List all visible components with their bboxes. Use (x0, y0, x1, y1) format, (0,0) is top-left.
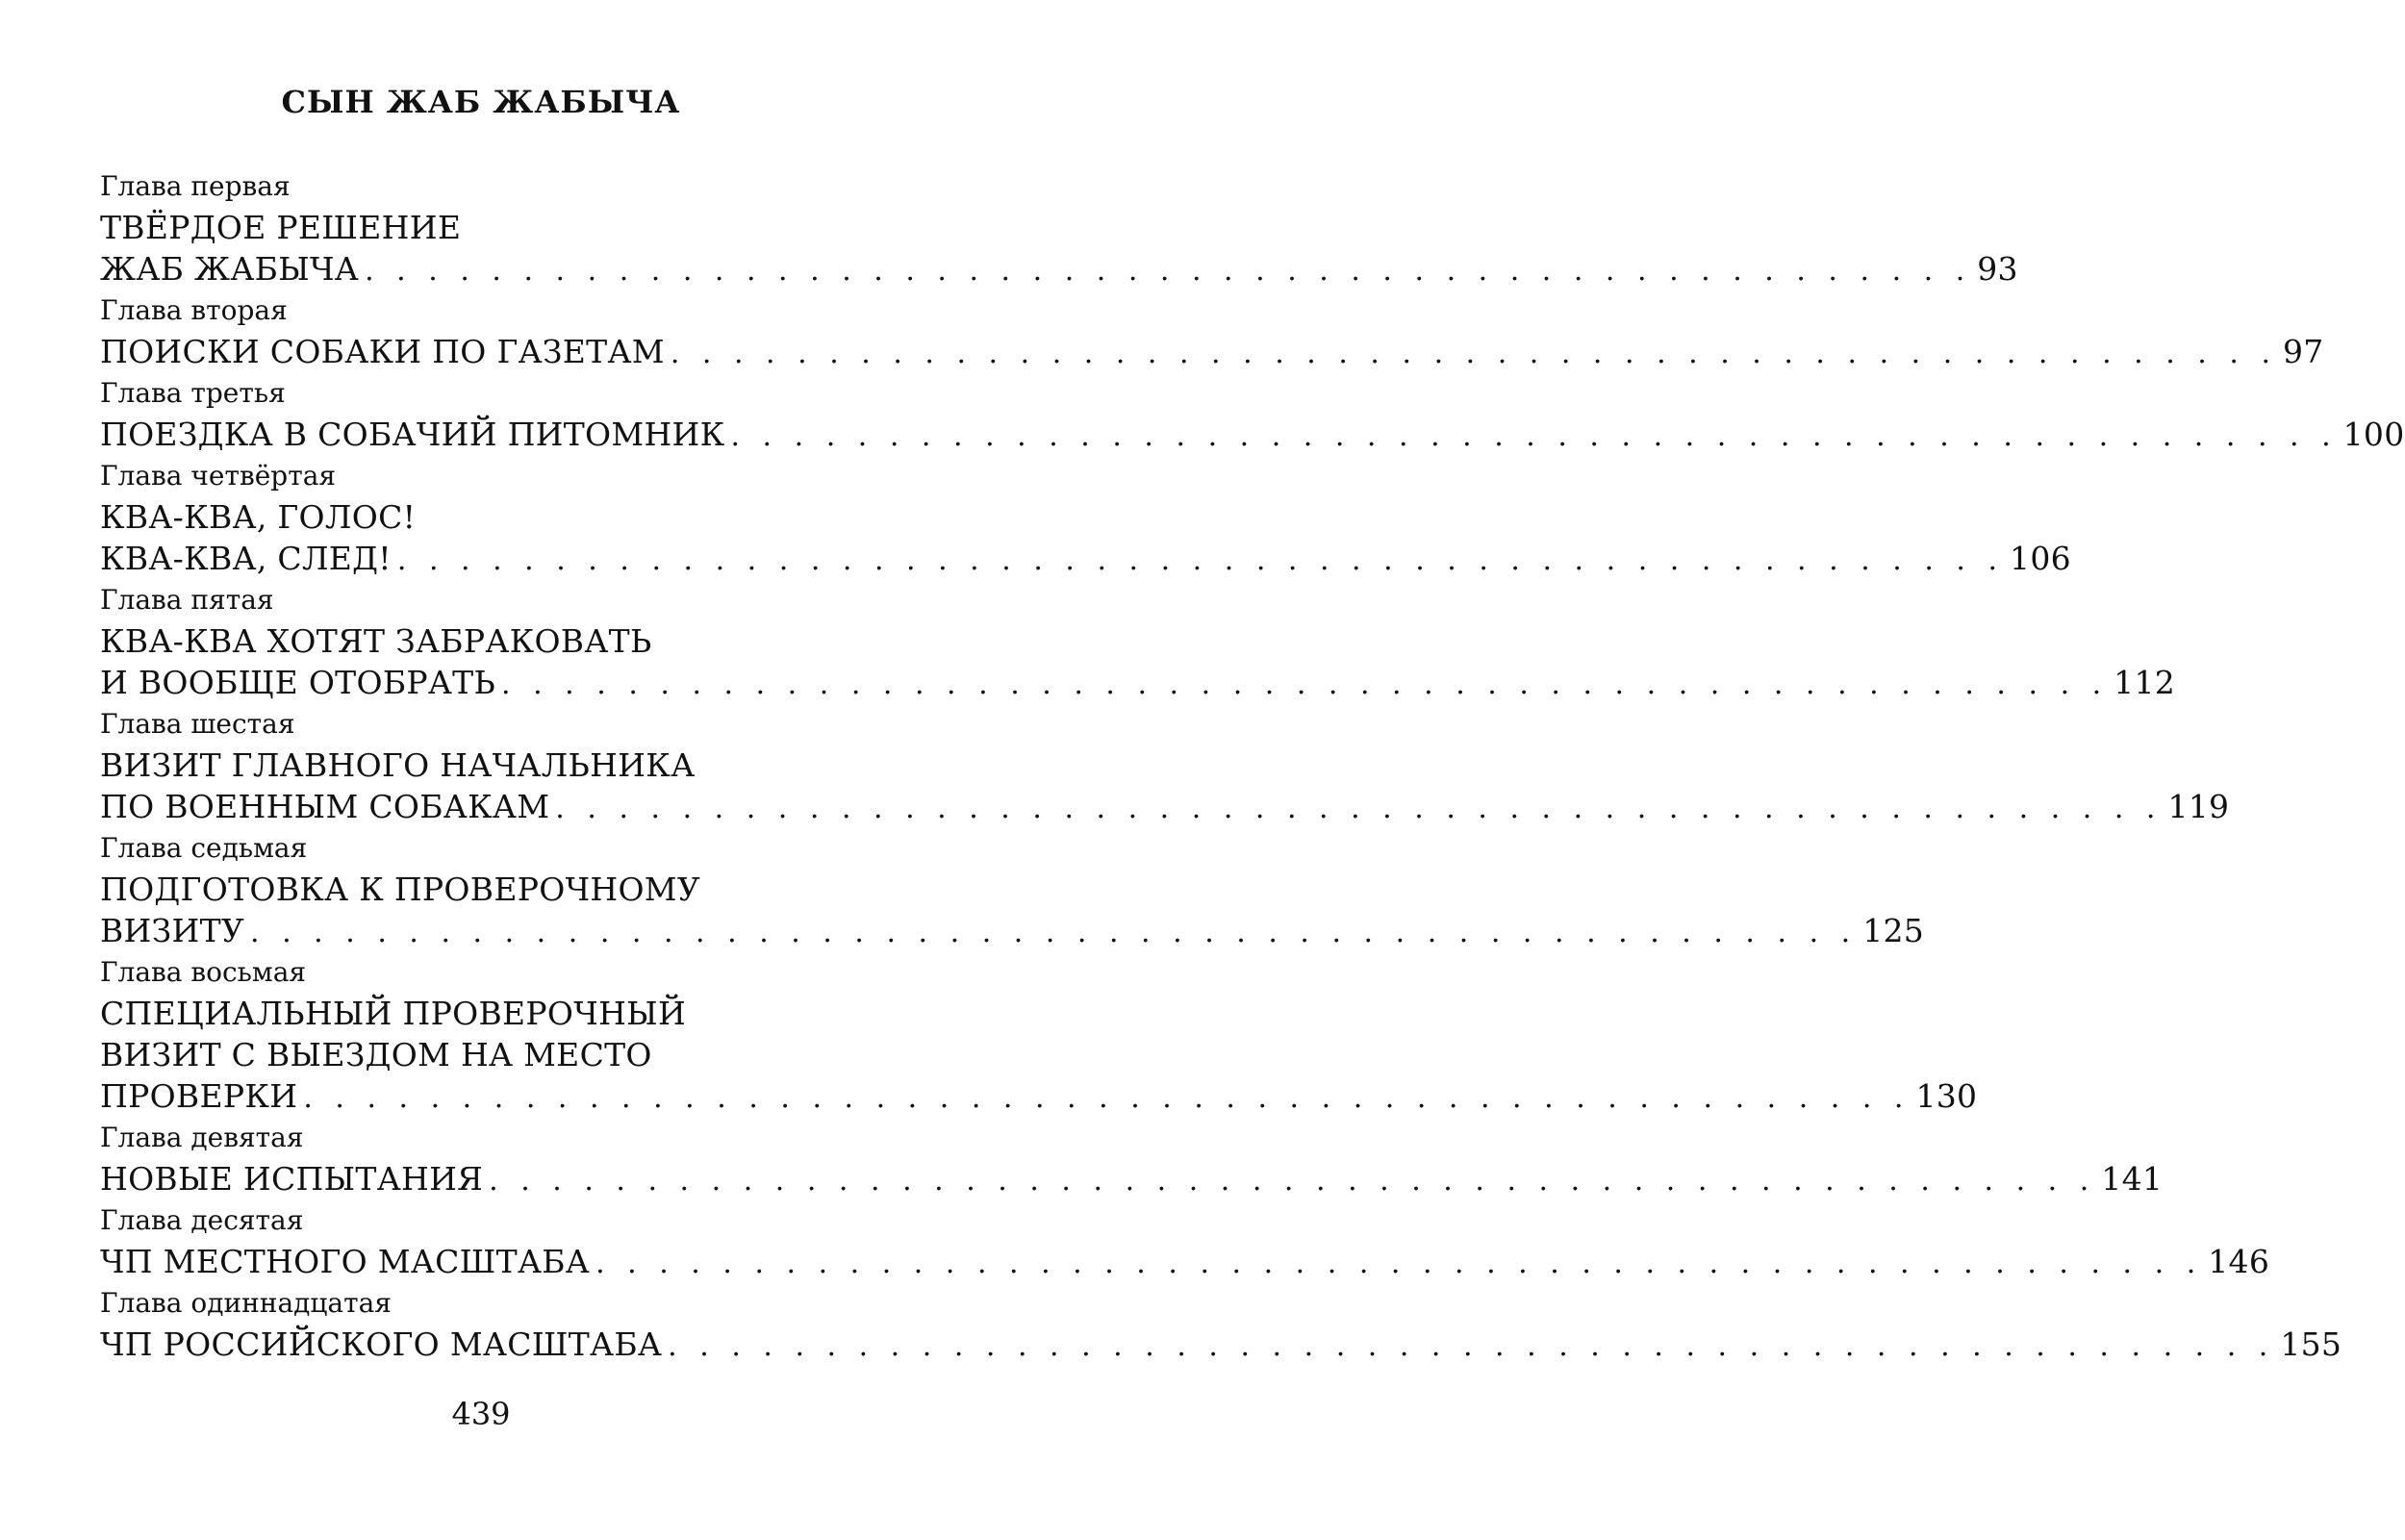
toc-entry (100, 372, 2405, 455)
dot-leader: . . . . . . . . . . . . . . . . . . . . . . . . . . . . . . . . . . . . . . . . . . . . . . . . . . . (365, 254, 1972, 288)
chapter-label: Глава четвёртая (100, 460, 337, 492)
chapter-label: Глава вторая (100, 294, 288, 326)
chapter-title-line: ВИЗИТ С ВЫЕЗДОМ НА МЕСТО (100, 1036, 652, 1073)
toc-entry (100, 951, 1978, 1117)
toc-entry (100, 290, 2324, 372)
chapter-title-text: ВИЗИТУ (100, 912, 245, 949)
chapter-page-number: 100 (2342, 416, 2405, 453)
chapter-page-number: 155 (2280, 1325, 2342, 1363)
chapter-title-final-line (100, 1158, 2164, 1199)
dot-leader: . . . . . . . . . . . . . . . . . . . . . . . . . . . . . . . . . . . . . . . . . . . . . . . . . . . (396, 543, 2005, 577)
dot-leader: . . . . . . . . . . . . . . . . . . . . . . . . . . . . . . . . . . . . . . . . . . . . . . . . . . . (250, 916, 1858, 949)
chapter-title-final-line (100, 910, 1925, 951)
chapter-title-line: ТВЁРДОЕ РЕШЕНИЕ (100, 209, 462, 246)
chapter-page-number: 119 (2167, 788, 2230, 825)
chapter-page-number: 106 (2010, 540, 2071, 577)
dot-leader: . . . . . . . . . . . . . . . . . . . . . . . . . . . . . . . . . . . . . . . . . . . . . . . . . . . (595, 1247, 2203, 1280)
chapter-title-line: КВА-КВА, ГОЛОС! (100, 498, 417, 536)
book-title: СЫН ЖАБ ЖАБЫЧА (281, 84, 681, 120)
chapter-title-final-line (100, 662, 2176, 703)
chapter-title-line: ПОДГОТОВКА К ПРОВЕРОЧНОМУ (100, 871, 701, 908)
chapter-title-final-line (100, 414, 2405, 455)
chapter-page-number: 97 (2282, 333, 2324, 370)
chapter-label: Глава восьмая (100, 956, 307, 988)
chapter-label: Глава шестая (100, 708, 295, 740)
toc-entry (100, 827, 1925, 951)
chapter-label: Глава седьмая (100, 832, 308, 864)
toc-entry (100, 1282, 2342, 1365)
dot-leader: . . . . . . . . . . . . . . . . . . . . . . . . . . . . . . . . . . . . . . . . . . . . . . . . . . . (303, 1081, 1911, 1115)
dot-leader: . . . . . . . . . . . . . . . . . . . . . . . . . . . . . . . . . . . . . . . . . . . . . . . . . . . (668, 1329, 2275, 1363)
chapter-title-text: ЧП РОССИЙСКОГО МАСШТАБА (100, 1325, 663, 1363)
chapter-title-text: ПО ВОЕННЫМ СОБАКАМ (100, 788, 550, 825)
chapter-label: Глава третья (100, 377, 286, 409)
chapter-title-text: ПРОВЕРКИ (100, 1077, 298, 1115)
dot-leader: . . . . . . . . . . . . . . . . . . . . . . . . . . . . . . . . . . . . . . . . . . . . . . . . . . . (670, 337, 2277, 370)
chapter-title-final-line (100, 1241, 2270, 1282)
page-number: 439 (451, 1396, 511, 1432)
chapter-label: Глава одиннадцатая (100, 1287, 392, 1319)
chapter-title-text: НОВЫЕ ИСПЫТАНИЯ (100, 1160, 484, 1198)
chapter-title-text: И ВООБЩЕ ОТОБРАТЬ (100, 664, 496, 701)
table-of-contents (100, 165, 2405, 1365)
chapter-title-line: КВА-КВА ХОТЯТ ЗАБРАКОВАТЬ (100, 622, 652, 660)
chapter-title-line: СПЕЦИАЛЬНЫЙ ПРОВЕРОЧНЫЙ (100, 995, 687, 1032)
chapter-page-number: 146 (2208, 1243, 2270, 1280)
dot-leader: . . . . . . . . . . . . . . . . . . . . . . . . . . . . . . . . . . . . . . . . . . . . . . . . . . . (489, 1164, 2096, 1198)
chapter-page-number: 112 (2114, 664, 2176, 701)
toc-entry (100, 579, 2176, 703)
chapter-label: Глава пятая (100, 584, 274, 616)
chapter-title-final-line (100, 1075, 1978, 1117)
chapter-page-number: 130 (1915, 1077, 1978, 1115)
chapter-title-text: ПОИСКИ СОБАКИ ПО ГАЗЕТАМ (100, 333, 665, 370)
chapter-label: Глава первая (100, 170, 291, 202)
chapter-label: Глава десятая (100, 1204, 304, 1236)
chapter-title-text: ЧП МЕСТНОГО МАСШТАБА (100, 1243, 591, 1280)
chapter-title-final-line (100, 786, 2230, 827)
toc-entry (100, 455, 2071, 579)
toc-entry (100, 703, 2230, 827)
chapter-title-final-line (100, 1324, 2342, 1365)
chapter-page-number: 125 (1862, 912, 1925, 949)
dot-leader: . . . . . . . . . . . . . . . . . . . . . . . . . . . . . . . . . . . . . . . . . . . . . . . . . . . (555, 792, 2163, 825)
chapter-title-text: ПОЕЗДКА В СОБАЧИЙ ПИТОМНИК (100, 416, 725, 453)
chapter-title-text: КВА-КВА, СЛЕД! (100, 540, 392, 577)
chapter-title-final-line (100, 538, 2071, 579)
chapter-title-final-line (100, 331, 2324, 372)
chapter-title-line: ВИЗИТ ГЛАВНОГО НАЧАЛЬНИКА (100, 746, 696, 784)
toc-entry (100, 1199, 2270, 1282)
chapter-title-final-line (100, 248, 2018, 290)
toc-entry (100, 1117, 2164, 1199)
dot-leader: . . . . . . . . . . . . . . . . . . . . . . . . . . . . . . . . . . . . . . . . . . . . . . . . . . . (501, 668, 2109, 701)
toc-entry (100, 165, 2018, 290)
chapter-label: Глава девятая (100, 1122, 304, 1153)
chapter-page-number: 141 (2101, 1160, 2164, 1198)
dot-leader: . . . . . . . . . . . . . . . . . . . . . . . . . . . . . . . . . . . . . . . . . . . . . . . . . . . (730, 419, 2338, 453)
chapter-title-text: ЖАБ ЖАБЫЧА (100, 250, 360, 288)
chapter-page-number: 93 (1977, 250, 2018, 288)
